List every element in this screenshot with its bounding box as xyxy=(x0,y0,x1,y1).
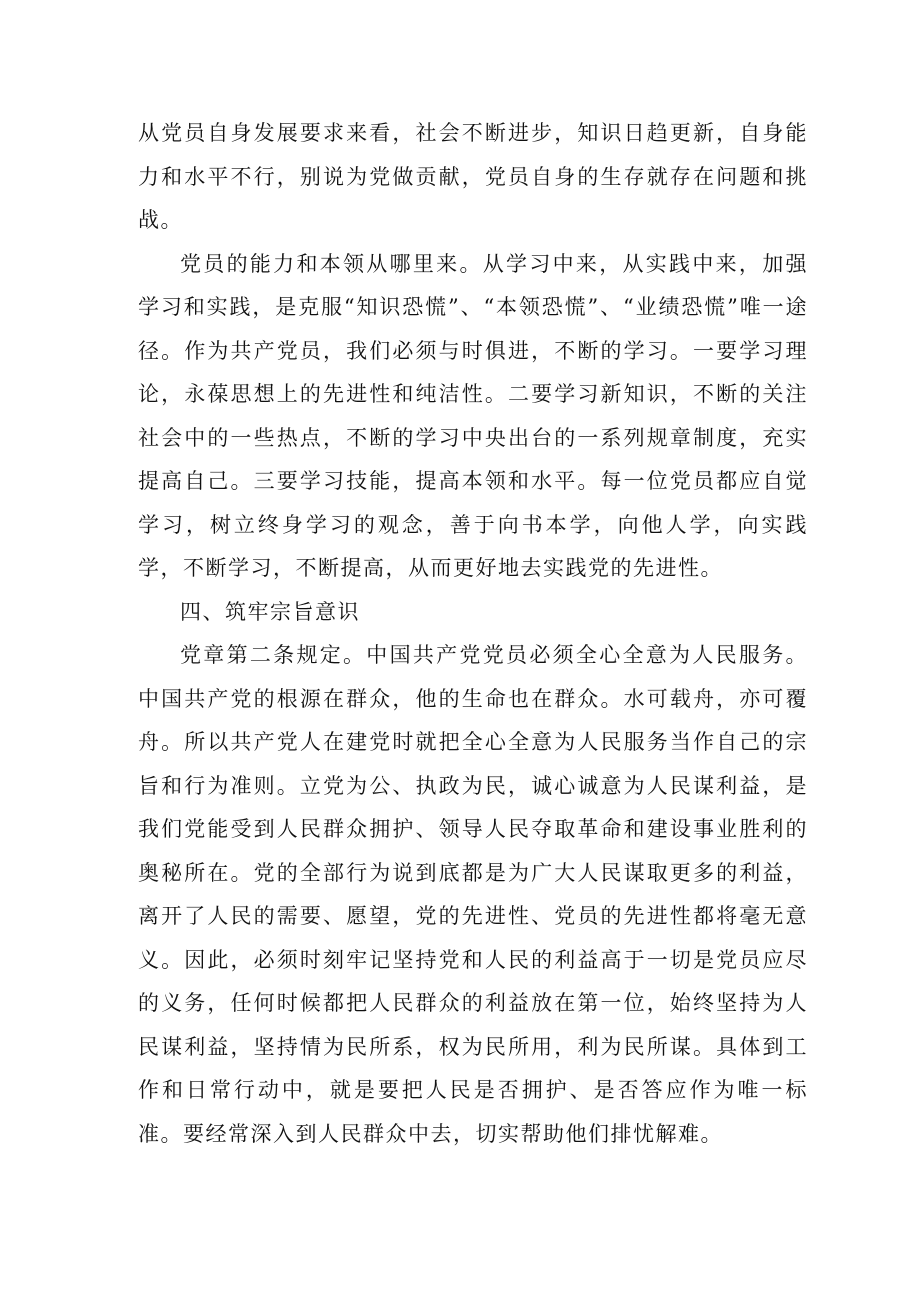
section-heading: 四、筑牢宗旨意识 xyxy=(180,599,360,624)
document-body xyxy=(138,112,808,1156)
paragraph-purpose: 党章第二条规定。中国共产党党员必须全心全意为人民服务。中国共产党的根源在群众，他的生命也在群众。水可载舟，亦可覆舟。所以共产党人在建党时就把全心全意为人民服务当作自己的宗旨和行为准则。立党为公、执政为民，诚心诚意为人民谋利益，是我们党能受到人民群众拥护、领导人民夺取革命和建设事业胜利的奥秘所在。党的全部行为说到底都是为广大人民谋取更多的利益，离开了人民的需要、愿望，党的先进性、党员的先进性都将毫无意义。因此，必须时刻牢记坚持党和人民的利益高于一切是党员应尽的义务，任何时候都把人民群众的利益放在第一位，始终坚持为人民谋利益，坚持情为民所系，权为民所用，利为民所谋。具体到工作和日常行动中，就是要把人民是否拥护、是否答应作为唯一标准。要经常深入到人民群众中去，切实帮助他们排忧解难。 xyxy=(138,643,808,1146)
paragraph-continuation: 从党员自身发展要求来看，社会不断进步，知识日趋更新，自身能力和水平不行，别说为党做贡献，党员自身的生存就存在问题和挑战。 xyxy=(138,121,808,232)
paragraph-learning: 党员的能力和本领从哪里来。从学习中来，从实践中来，加强学习和实践，是克服“知识恐慌”、“本领恐慌”、“业绩恐慌”唯一途径。作为共产党员，我们必须与时俱进，不断的学习。一要学习理论，永葆思想上的先进性和纯洁性。二要学习新知识，不断的关注社会中的一些热点，不断的学习中央出台的一系列规章制度，充实提高自己。三要学习技能，提高本领和水平。每一位党员都应自觉学习，树立终身学习的观念，善于向书本学，向他人学，向实践学，不断学习，不断提高，从而更好地去实践党的先进性。 xyxy=(138,251,808,580)
